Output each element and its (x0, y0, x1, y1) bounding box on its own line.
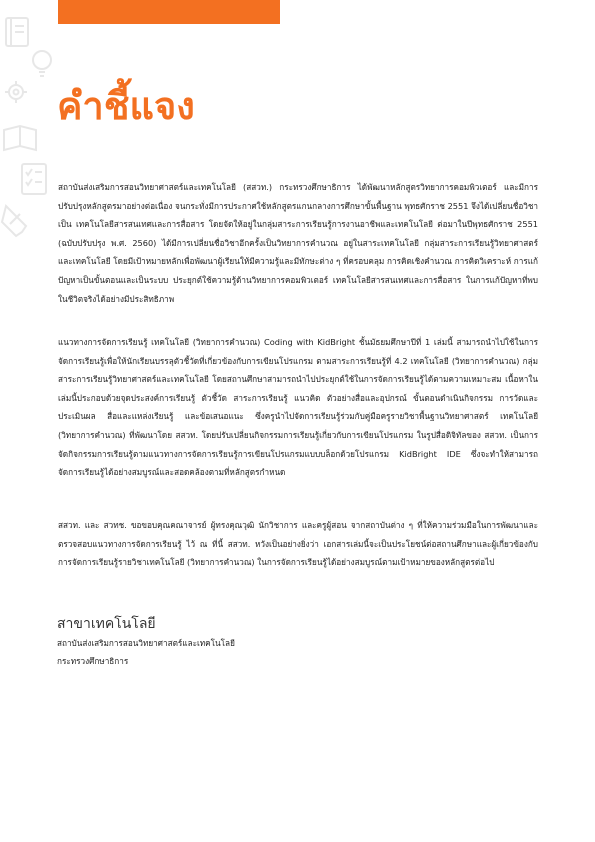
body-paragraph-1: สถาบันส่งเสริมการสอนวิทยาศาสตร์และเทคโนโลยี (สสวท.) กระทรวงศึกษาธิการ ได้พัฒนาหลักสูตรวิทยาการคอมพิวเตอร์ และมีการปรับปรุงหลักสูตรมาอย่างต่อเนื่อง จนกระทั่งมีการประกาศใช้หลักสูตรแกนกลางการศึกษาขั้นพื้นฐาน พุทธศักราช 2551 จึงได้เปลี่ยนชื่อวิชาเป็น เทคโนโลยีสารสนเทศและการสื่อสาร โดยจัดให้อยู่ในกลุ่มสาระการเรียนรู้การงานอาชีพและเทคโนโลยี ต่อมาในปีพุทธศักราช 2551 (ฉบับปรับปรุง พ.ศ. 2560) ได้มีการเปลี่ยนชื่อวิชาอีกครั้งเป็นวิทยาการคำนวณ อยู่ในสาระเทคโนโลยี กลุ่มสาระการเรียนรู้วิทยาศาสตร์และเทคโนโลยี โดยมีเป้าหมายหลักเพื่อพัฒนาผู้เรียนให้มีความรู้และมีทักษะต่าง ๆ ที่ครอบคลุม การคิดเชิงคำนวณ การคิดวิเคราะห์ การแก้ปัญหาเป็นขั้นตอนและเป็นระบบ ประยุกต์ใช้ความรู้ด้านวิทยาการคอมพิวเตอร์ เทคโนโลยีสารสนเทศและการสื่อสาร ในการแก้ปัญหาที่พบในชีวิตจริงได้อย่างมีประสิทธิภาพ (58, 182, 538, 304)
book-icon (4, 126, 36, 150)
lightbulb-icon (33, 51, 51, 76)
decorative-doodles (0, 0, 60, 260)
pencil-icon (2, 206, 26, 236)
signature-organization: สถาบันส่งเสริมการสอนวิทยาศาสตร์และเทคโนโลยี (57, 638, 235, 648)
header-accent-bar (58, 0, 280, 24)
body-paragraph-3: สสวท. และ สวทช. ขอขอบคุณคณาจารย์ ผู้ทรงคุณวุฒิ นักวิชาการ และครูผู้สอน จากสถาบันต่าง ๆ ที่ให้ความร่วมมือในการพัฒนาและตรวจสอบแนวทางการจัดการเรียนรู้ ไว้ ณ ที่นี้ สสวท. หวังเป็นอย่างยิ่งว่า เอกสารเล่มนี้จะเป็นประโยชน์ต่อสถานศึกษาและผู้เกี่ยวข้องกับการจัดการเรียนรู้รายวิชาเทคโนโลยี (วิทยาการคำนวณ) ในการจัดการเรียนรู้ได้อย่างสมบูรณ์ตามเป้าหมายของหลักสูตรต่อไป (58, 520, 538, 568)
notebook-icon (6, 18, 28, 46)
body-paragraph-2: แนวทางการจัดการเรียนรู้ เทคโนโลยี (วิทยาการคำนวณ) Coding with KidBright ชั้นมัธยมศึกษาปีที่ 1 เล่มนี้ สามารถนำไปใช้ในการจัดการเรียนรู้เพื่อให้นักเรียนบรรลุตัวชี้วัดที่เกี่ยวข้องกับการเขียนโปรแกรม ตามสาระการเรียนรู้ที่ 4.2 เทคโนโลยี (วิทยาการคำนวณ) กลุ่มสาระการเรียนรู้วิทยาศาสตร์และเทคโนโลยี โดยสถานศึกษาสามารถนำไปประยุกต์ใช้ในการจัดการเรียนรู้ได้ตามความเหมาะสม เนื้อหาในเล่มนี้ประกอบด้วยจุดประสงค์การเรียนรู้ ตัวชี้วัด สาระการเรียนรู้ แนวคิด ตัวอย่างสื่อและอุปกรณ์ ขั้นตอนดำเนินกิจกรรม การวัดและประเมินผล สื่อและแหล่งเรียนรู้ และข้อเสนอแนะ ซึ่งครูนำไปจัดการเรียนรู้ร่วมกับคู่มือครูรายวิชาพื้นฐานวิทยาศาสตร์ เทคโนโลยี (วิทยาการคำนวณ) ที่พัฒนาโดย สสวท. โดยปรับเปลี่ยนกิจกรรมการเรียนรู้เกี่ยวกับการเขียนโปรแกรม ในรูปสื่อดิจิทัลของ สสวท. เป็นการจัดกิจกรรมการเรียนรู้ตามแนวทางการจัดการเรียนรู้การเขียนโปรแกรมแบบบล็อกด้วยโปรแกรม KidBright IDE ซึ่งจะทำให้สามารถจัดการเรียนรู้ได้อย่างสมบูรณ์และสอดคล้องตามที่หลักสูตรกำหนด (58, 337, 538, 478)
signature-block (57, 614, 457, 670)
signature-ministry: กระทรวงศึกษาธิการ (57, 656, 129, 666)
gear-icon (5, 81, 27, 103)
signature-name: สาขาเทคโนโลยี (57, 616, 156, 632)
page-title: คำชี้แจง (57, 84, 195, 128)
checklist-icon (22, 164, 46, 194)
